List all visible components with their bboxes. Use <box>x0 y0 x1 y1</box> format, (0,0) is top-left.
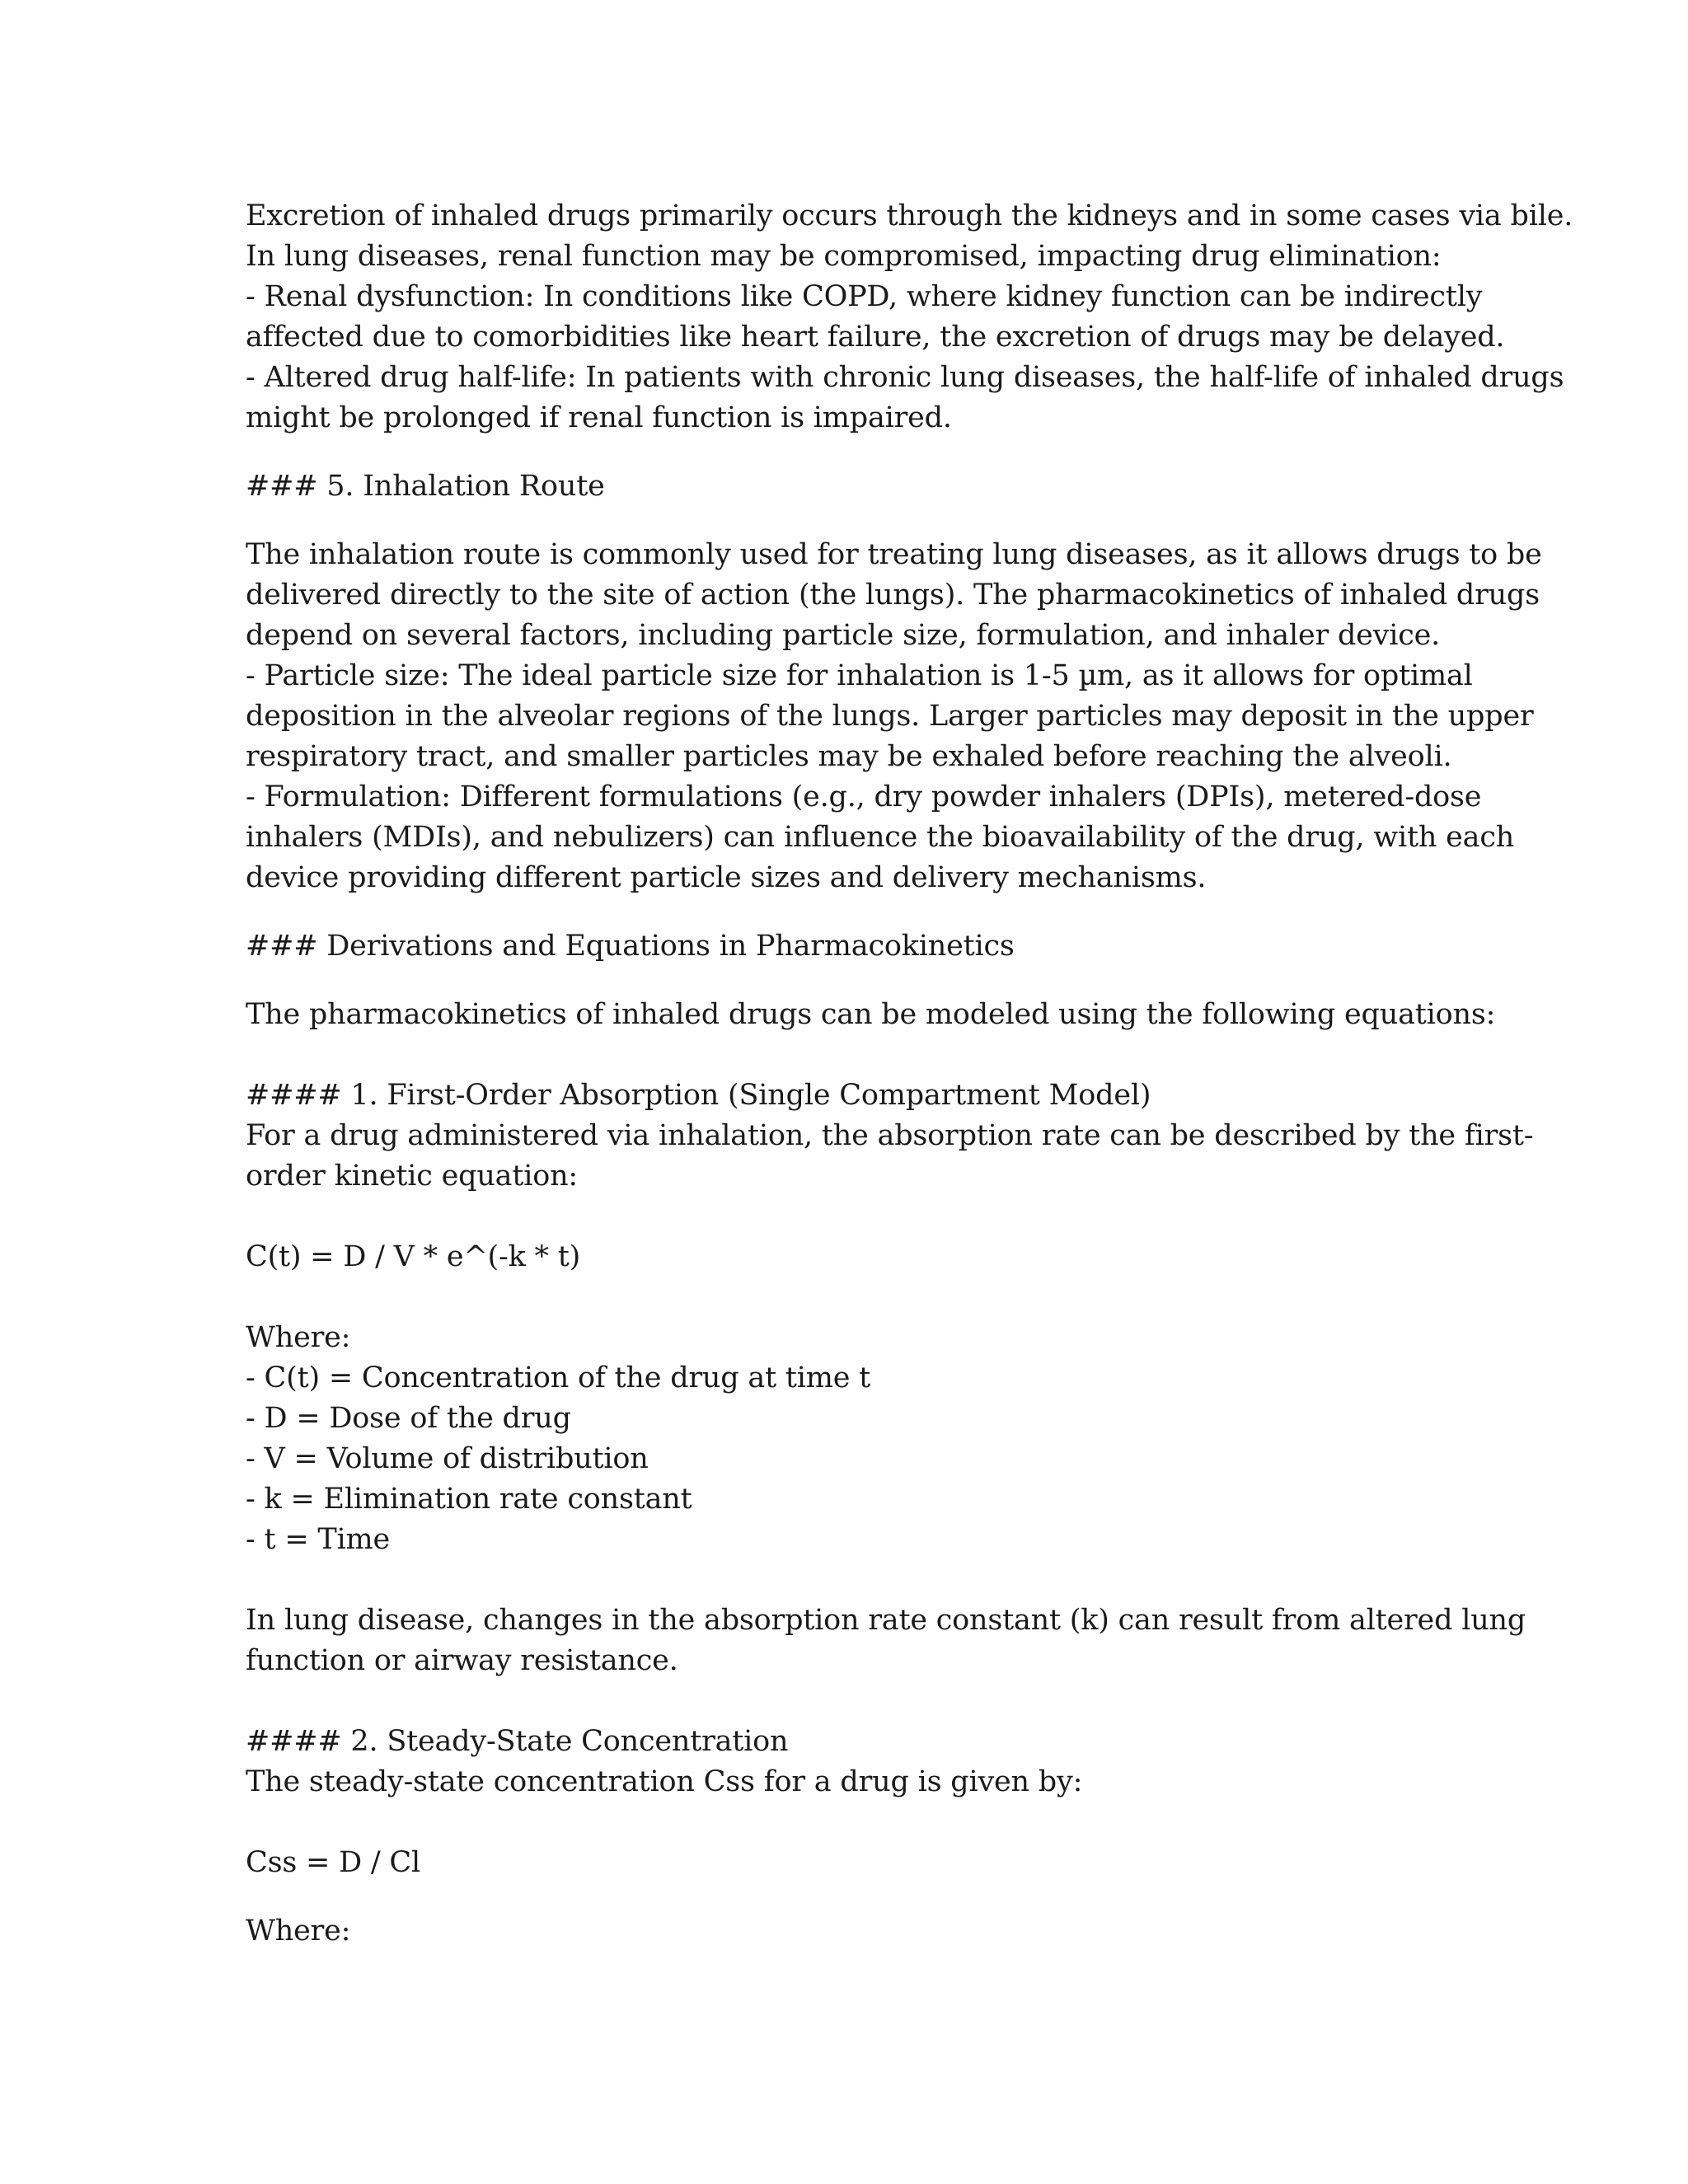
equation: C(t) = D / V * e^(-k * t) <box>246 1240 581 1273</box>
text-line: order kinetic equation: <box>246 1160 579 1193</box>
text-line: respiratory tract, and smaller particles may be exhaled before reaching the alveoli. <box>246 740 1452 773</box>
text-line: The steady-state concentration Css for a drug is given by: <box>246 1765 1083 1798</box>
section-heading: ### 5. Inhalation Route <box>246 470 605 503</box>
equation-block-2 <box>246 1722 1449 1952</box>
text-line: function or airway resistance. <box>246 1644 678 1677</box>
text-line: might be prolonged if renal function is impaired. <box>246 401 952 434</box>
intro-text: The pharmacokinetics of inhaled drugs can be modeled using the following equations: <box>246 998 1496 1031</box>
text-line: - Formulation: Different formulations (e.g., dry powder inhalers (DPIs), metered-dose <box>246 780 1482 813</box>
text-line: - Renal dysfunction: In conditions like COPD, where kidney function can be indirectly <box>246 280 1483 313</box>
text-line: delivered directly to the site of action (the lungs). The pharmacokinetics of inhaled drugs <box>246 579 1540 612</box>
definition-item: - C(t) = Concentration of the drug at time t <box>246 1361 871 1394</box>
text-line: deposition in the alveolar regions of the lungs. Larger particles may deposit in the upper <box>246 700 1534 733</box>
text-line: In lung diseases, renal function may be compromised, impacting drug elimination: <box>246 240 1442 273</box>
definition-item: - t = Time <box>246 1523 391 1556</box>
text-line: In lung disease, changes in the absorption rate constant (k) can result from altered lung <box>246 1604 1526 1637</box>
excretion-paragraph <box>246 196 1573 438</box>
document-page <box>246 196 1573 1952</box>
text-line: depend on several factors, including particle size, formulation, and inhaler device. <box>246 619 1441 652</box>
text-line: The inhalation route is commonly used for treating lung diseases, as it allows drugs to be <box>246 538 1542 571</box>
subsection-heading: #### 1. First-Order Absorption (Single Compartment Model) <box>246 1079 1151 1112</box>
inhalation-paragraph <box>246 535 1542 898</box>
text-line: - Altered drug half-life: In patients with chronic lung diseases, the half-life of inhaled drugs <box>246 361 1564 394</box>
equation-block-1 <box>246 1076 1534 1681</box>
text-line: inhalers (MDIs), and nebulizers) can influence the bioavailability of the drug, with each <box>246 821 1515 854</box>
text-line: For a drug administered via inhalation, the absorption rate can be described by the first- <box>246 1119 1534 1152</box>
subsection-heading: #### 2. Steady-State Concentration <box>246 1725 789 1758</box>
section-heading: ### Derivations and Equations in Pharmacokinetics <box>246 930 1015 963</box>
text-line: device providing different particle sizes and delivery mechanisms. <box>246 861 1207 894</box>
text-line: Excretion of inhaled drugs primarily occurs through the kidneys and in some cases via bile. <box>246 199 1573 232</box>
definition-item: - D = Dose of the drug <box>246 1402 571 1435</box>
equation: Css = D / Cl <box>246 1846 420 1879</box>
definition-item: - V = Volume of distribution <box>246 1442 649 1475</box>
definition-item: - k = Elimination rate constant <box>246 1483 692 1516</box>
where-label: Where: <box>246 1915 351 1947</box>
where-label: Where: <box>246 1321 351 1354</box>
text-line: affected due to comorbidities like heart failure, the excretion of drugs may be delayed. <box>246 321 1505 354</box>
text-line: - Particle size: The ideal particle size for inhalation is 1-5 µm, as it allows for optimal <box>246 659 1473 692</box>
